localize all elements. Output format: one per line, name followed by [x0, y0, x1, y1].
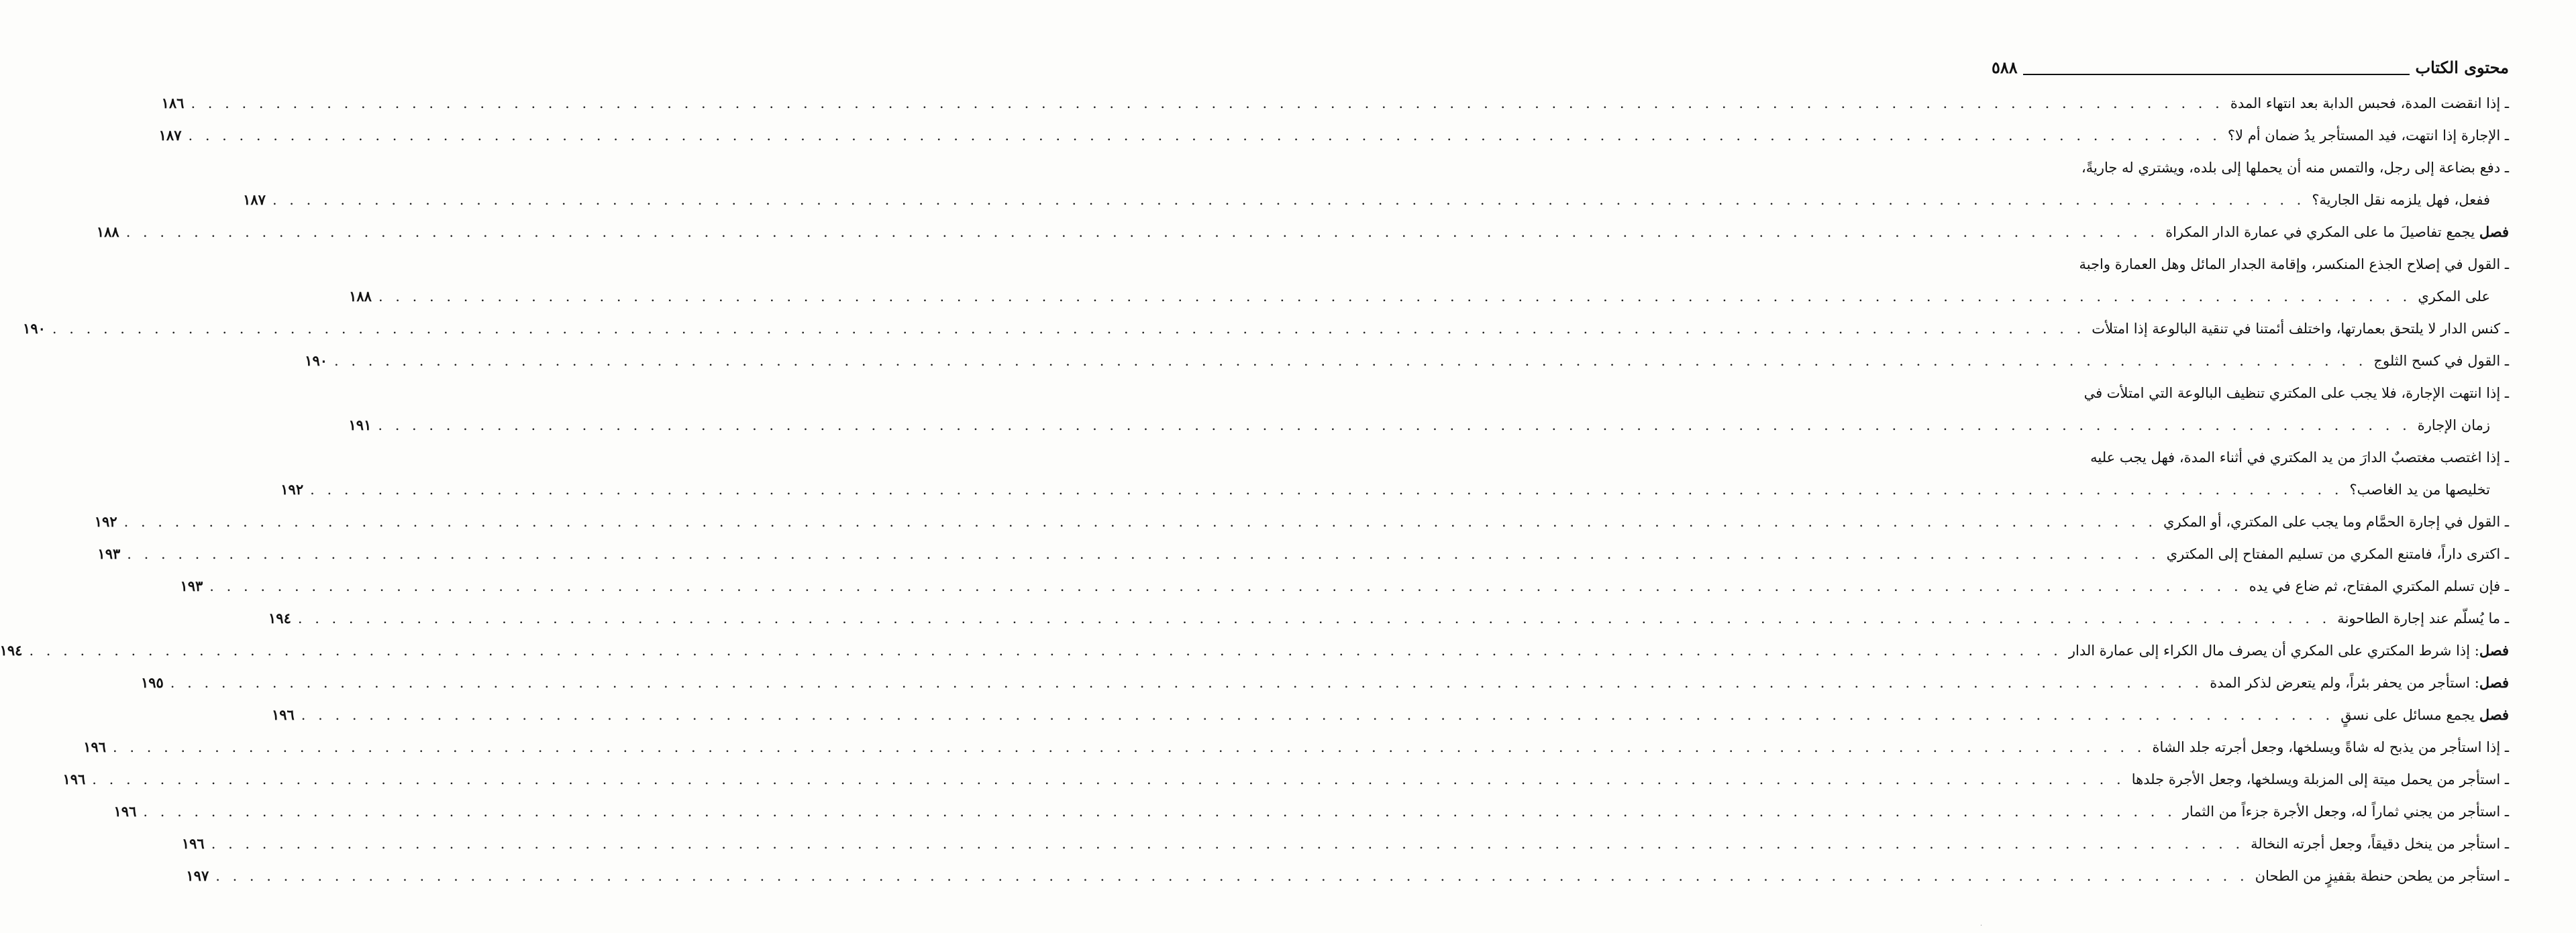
entry-text: تخليصها من يد الغاصب؟ [2349, 482, 2490, 498]
toc-entry [161, 87, 2509, 119]
entry-text: يجمع مسائل على نسقٍ [2340, 707, 2479, 723]
entry-line [83, 731, 2509, 763]
entry-first-line [1992, 248, 2509, 280]
dot-leader: . . . . . . . . . . . . . . . . . . . . . . . . . . . . . . . . . . . . . . . . . . . . . . . . . . . . . . . . . . . . . . . . . . . . . . . . . . . . . . . . . . . . . . . . . . . . . . . . . . . . . . . . . . . . . . . . . . . . . . . . [215, 868, 2249, 884]
entry-text: ـ القول في كسح الثلوج [2373, 353, 2509, 369]
page-reference: ١٩٥ [140, 674, 164, 691]
section-label: فصل [2479, 674, 2509, 691]
entry-text: ـ دفع بضاعة إلى رجل، والتمس منه أن يحملها إلى بلده، ويشتري له جاريةً، [2081, 160, 2509, 176]
entry-first-line [1992, 377, 2509, 409]
dot-leader: . . . . . . . . . . . . . . . . . . . . . . . . . . . . . . . . . . . . . . . . . . . . . . . . . . . . . . . . . . . . . . . . . . . . . . . . . . . . . . . . . . . . . . . . . . . . . . . . . . . . . . . . . . . . . . . . . . . . . . . . [334, 353, 2367, 369]
entry-text: ـ فإن تسلم المكتري المفتاح، ثم ضاع في يده [2249, 578, 2509, 594]
dot-leader: . . . . . . . . . . . . . . . . . . . . . . . . . . . . . . . . . . . . . . . . . . . . . . . . . . . . . . . . . . . . . . . . . . . . . . . . . . . . . . . . . . . . . . . . . . . . . . . . . . . . . . . . . . . . . . . . . . . . . . . . [29, 643, 2062, 659]
entry-text: ـ كنس الدار لا يلتحق بعمارتها، واختلف أئمتنا في تنقية البالوعة إذا امتلأت [2092, 321, 2509, 337]
entry-line [271, 699, 2509, 731]
dot-leader: . . . . . . . . . . . . . . . . . . . . . . . . . . . . . . . . . . . . . . . . . . . . . . . . . . . . . . . . . . . . . . . . . . . . . . . . . . . . . . . . . . . . . . . . . . . . . . . . . . . . . . . . . . . . . . . . . . . . . . . . [378, 417, 2411, 433]
entry-text: ـ الإجارة إذا انتهت، فيد المستأجر يدُ ضمان أم لا؟ [2227, 127, 2509, 144]
entry-line [268, 602, 2509, 635]
dot-leader: . . . . . . . . . . . . . . . . . . . . . . . . . . . . . . . . . . . . . . . . . . . . . . . . . . . . . . . . . . . . . . . . . . . . . . . . . . . . . . . . . . . . . . . . . . . . . . . . . . . . . . . . . . . . . . . . . . . . . . . . [143, 804, 2176, 820]
entry-text: زمان الإجارة [2417, 417, 2490, 433]
toc-entry [83, 731, 2509, 763]
page-reference: ١٩٦ [62, 771, 86, 787]
page-reference: ١٩٢ [94, 513, 117, 530]
entry-text: على المكري [2418, 288, 2490, 305]
entry-first-line [1992, 152, 2509, 184]
page-reference: ١٩٦ [271, 706, 295, 723]
page-reference: ١٨٨ [349, 288, 372, 305]
toc-entry [23, 313, 2509, 345]
page-reference: ١٩٤ [0, 642, 23, 659]
dot-leader: . . . . . . . . . . . . . . . . . . . . . . . . . . . . . . . . . . . . . . . . . . . . . . . . . . . . . . . . . . . . . . . . . . . . . . . . . . . . . . . . . . . . . . . . . . . . . . . . . . . . . . . . . . . . . . . . . . . . . . . . [125, 224, 2159, 240]
entry-text: ـ القول في إصلاح الجذع المنكسر، وإقامة الجدار المائل وهل العمارة واجبة [2079, 256, 2509, 272]
entry-line [96, 216, 2509, 248]
toc-entry [280, 441, 2509, 506]
entry-text: ـ استأجر من ينخل دقيقاً، وجعل أجرته النخالة [2251, 836, 2509, 852]
section-label: فصل [2479, 706, 2509, 723]
entry-line [305, 345, 2509, 377]
entry-text: ـ إذا استأجر من يذبح له شاةً ويسلخها، وجعل أجرته جلد الشاة [2152, 739, 2509, 755]
page-reference: ١٩٠ [23, 320, 46, 337]
toc-entry [0, 635, 2509, 667]
entry-line [280, 474, 2509, 506]
dot-leader: . . . . . . . . . . . . . . . . . . . . . . . . . . . . . . . . . . . . . . . . . . . . . . . . . . . . . . . . . . . . . . . . . . . . . . . . . . . . . . . . . . . . . . . . . . . . . . . . . . . . . . . . . . . . . . . . . . . . . . . . [191, 95, 2224, 111]
page-reference: ١٩١ [348, 417, 372, 433]
entry-line [97, 538, 2509, 570]
dot-leader: . . . . . . . . . . . . . . . . . . . . . . . . . . . . . . . . . . . . . . . . . . . . . . . . . . . . . . . . . . . . . . . . . . . . . . . . . . . . . . . . . . . . . . . . . . . . . . . . . . . . . . . . . . . . . . . . . . . . . . . . [297, 610, 2331, 626]
page-reference: ١٩٧ [186, 867, 209, 884]
entry-text: ـ إذا اغتصب مغتصبٌ الدارَ من يد المكتري في أثناء المدة، فهل يجب عليه [2090, 449, 2509, 465]
entry-line [0, 635, 2509, 667]
page-reference: ١٩٦ [83, 738, 107, 755]
entry-line [62, 763, 2509, 795]
toc-entry [271, 699, 2509, 731]
toc-entry [305, 345, 2509, 377]
dot-leader: . . . . . . . . . . . . . . . . . . . . . . . . . . . . . . . . . . . . . . . . . . . . . . . . . . . . . . . . . . . . . . . . . . . . . . . . . . . . . . . . . . . . . . . . . . . . . . . . . . . . . . . . . . . . . . . . . . . . . . . . [92, 771, 2125, 787]
entry-text: : إذا شرط المكتري على المكري أن يصرف مال الكراء إلى عمارة الدار [2068, 643, 2479, 659]
dot-leader: . . . . . . . . . . . . . . . . . . . . . . . . . . . . . . . . . . . . . . . . . . . . . . . . . . . . . . . . . . . . . . . . . . . . . . . . . . . . . . . . . . . . . . . . . . . . . . . . . . . . . . . . . . . . . . . . . . . . . . . . [301, 707, 2334, 723]
toc-entry [94, 506, 2509, 538]
toc-entry [62, 763, 2509, 795]
entry-line [161, 87, 2509, 119]
dot-leader: . . . . . . . . . . . . . . . . . . . . . . . . . . . . . . . . . . . . . . . . . . . . . . . . . . . . . . . . . . . . . . . . . . . . . . . . . . . . . . . . . . . . . . . . . . . . . . . . . . . . . . . . . . . . . . . . . . . . . . . . [188, 127, 2221, 144]
toc-entry [158, 119, 2509, 152]
header-title: محتوى الكتاب [2410, 58, 2509, 77]
entry-line [243, 184, 2509, 216]
dot-leader: . . . . . . . . . . . . . . . . . . . . . . . . . . . . . . . . . . . . . . . . . . . . . . . . . . . . . . . . . . . . . . . . . . . . . . . . . . . . . . . . . . . . . . . . . . . . . . . . . . . . . . . . . . . . . . . . . . . . . . . . [211, 836, 2245, 852]
entry-line [349, 280, 2509, 313]
dot-leader: . . . . . . . . . . . . . . . . . . . . . . . . . . . . . . . . . . . . . . . . . . . . . . . . . . . . . . . . . . . . . . . . . . . . . . . . . . . . . . . . . . . . . . . . . . . . . . . . . . . . . . . . . . . . . . . . . . . . . . . . [378, 288, 2412, 305]
page-reference: ١٨٧ [243, 191, 266, 208]
dot-leader: . . . . . . . . . . . . . . . . . . . . . . . . . . . . . . . . . . . . . . . . . . . . . . . . . . . . . . . . . . . . . . . . . . . . . . . . . . . . . . . . . . . . . . . . . . . . . . . . . . . . . . . . . . . . . . . . . . . . . . . . [272, 192, 2306, 208]
toc-entry [268, 602, 2509, 635]
toc-entry [113, 795, 2509, 828]
toc-entry [96, 216, 2509, 248]
toc-entry [181, 828, 2509, 860]
entry-line [158, 119, 2509, 152]
dot-leader: . . . . . . . . . . . . . . . . . . . . . . . . . . . . . . . . . . . . . . . . . . . . . . . . . . . . . . . . . . . . . . . . . . . . . . . . . . . . . . . . . . . . . . . . . . . . . . . . . . . . . . . . . . . . . . . . . . . . . . . . [52, 321, 2085, 337]
section-label: فصل [2479, 223, 2509, 240]
entry-text: ـ اكترى داراً، فامتنع المكري من تسليم المفتاح إلى المكتري [2166, 546, 2509, 562]
running-header [1992, 54, 2509, 80]
toc-entry [243, 152, 2509, 216]
entry-text: ـ استأجر من يطحن حنطة بقفيزٍ من الطحان [2255, 868, 2509, 884]
dot-leader: . . . . . . . . . . . . . . . . . . . . . . . . . . . . . . . . . . . . . . . . . . . . . . . . . . . . . . . . . . . . . . . . . . . . . . . . . . . . . . . . . . . . . . . . . . . . . . . . . . . . . . . . . . . . . . . . . . . . . . . . [209, 578, 2243, 594]
toc-entry [348, 377, 2509, 441]
page-mark: · [1980, 922, 1983, 930]
table-of-contents [0, 87, 2509, 892]
entry-first-line [1992, 441, 2509, 474]
page-reference: ١٨٨ [96, 223, 119, 240]
entry-text: ففعل، فهل يلزمه نقل الجارية؟ [2312, 192, 2490, 208]
entry-line [140, 667, 2509, 699]
page-reference: ١٩٦ [181, 835, 205, 852]
entry-line [348, 409, 2509, 441]
entry-line [23, 313, 2509, 345]
page-reference: ١٩٦ [113, 803, 137, 820]
page-reference: ١٩٢ [280, 481, 304, 498]
page-reference: ١٨٦ [161, 95, 185, 111]
toc-entry [186, 860, 2509, 892]
dot-leader: . . . . . . . . . . . . . . . . . . . . . . . . . . . . . . . . . . . . . . . . . . . . . . . . . . . . . . . . . . . . . . . . . . . . . . . . . . . . . . . . . . . . . . . . . . . . . . . . . . . . . . . . . . . . . . . . . . . . . . . . [123, 514, 2157, 530]
entry-text: ـ إذا انتهت الإجارة، فلا يجب على المكتري تنظيف البالوعة التي امتلأت في [2083, 385, 2509, 401]
dot-leader: . . . . . . . . . . . . . . . . . . . . . . . . . . . . . . . . . . . . . . . . . . . . . . . . . . . . . . . . . . . . . . . . . . . . . . . . . . . . . . . . . . . . . . . . . . . . . . . . . . . . . . . . . . . . . . . . . . . . . . . . [170, 675, 2204, 691]
entry-text: ـ إذا انقضت المدة، فحبس الدابة بعد انتهاء المدة [2230, 95, 2509, 111]
entry-text: ـ القول في إجارة الحمَّام وما يجب على المكتري، أو المكري [2163, 514, 2509, 530]
entry-text: يجمع تفاصيلَ ما على المكري في عمارة الدار المكراة [2165, 224, 2479, 240]
page-reference: ١٩٣ [97, 545, 121, 562]
entry-line [94, 506, 2509, 538]
section-label: فصل [2479, 642, 2509, 659]
entry-text: ـ استأجر من يجني ثماراً له، وجعل الأجرة جزءاً من الثمار [2182, 804, 2509, 820]
header-page-number: ٥٨٨ [1992, 58, 2023, 77]
page-reference: ١٩٠ [305, 352, 328, 369]
page-reference: ١٨٧ [158, 127, 182, 144]
dot-leader: . . . . . . . . . . . . . . . . . . . . . . . . . . . . . . . . . . . . . . . . . . . . . . . . . . . . . . . . . . . . . . . . . . . . . . . . . . . . . . . . . . . . . . . . . . . . . . . . . . . . . . . . . . . . . . . . . . . . . . . . [310, 482, 2343, 498]
page-reference: ١٩٤ [268, 610, 291, 626]
entry-text: ـ استأجر من يحمل ميتة إلى المزبلة ويسلخها، وجعل الأجرة جلدها [2131, 771, 2509, 787]
entry-line [180, 570, 2509, 602]
entry-line [113, 795, 2509, 828]
dot-leader: . . . . . . . . . . . . . . . . . . . . . . . . . . . . . . . . . . . . . . . . . . . . . . . . . . . . . . . . . . . . . . . . . . . . . . . . . . . . . . . . . . . . . . . . . . . . . . . . . . . . . . . . . . . . . . . . . . . . . . . . [113, 739, 2146, 755]
toc-entry [97, 538, 2509, 570]
entry-text: ـ ما يُسلّم عند إجارة الطاحونة [2337, 610, 2509, 626]
toc-entry [349, 248, 2509, 313]
toc-entry [140, 667, 2509, 699]
toc-entry [180, 570, 2509, 602]
entry-line [181, 828, 2509, 860]
entry-line [186, 860, 2509, 892]
dot-leader: . . . . . . . . . . . . . . . . . . . . . . . . . . . . . . . . . . . . . . . . . . . . . . . . . . . . . . . . . . . . . . . . . . . . . . . . . . . . . . . . . . . . . . . . . . . . . . . . . . . . . . . . . . . . . . . . . . . . . . . . [127, 546, 2160, 562]
page-reference: ١٩٣ [180, 578, 203, 594]
entry-text: : استأجر من يحفر بئراً، ولم يتعرض لذكر المدة [2210, 675, 2479, 691]
